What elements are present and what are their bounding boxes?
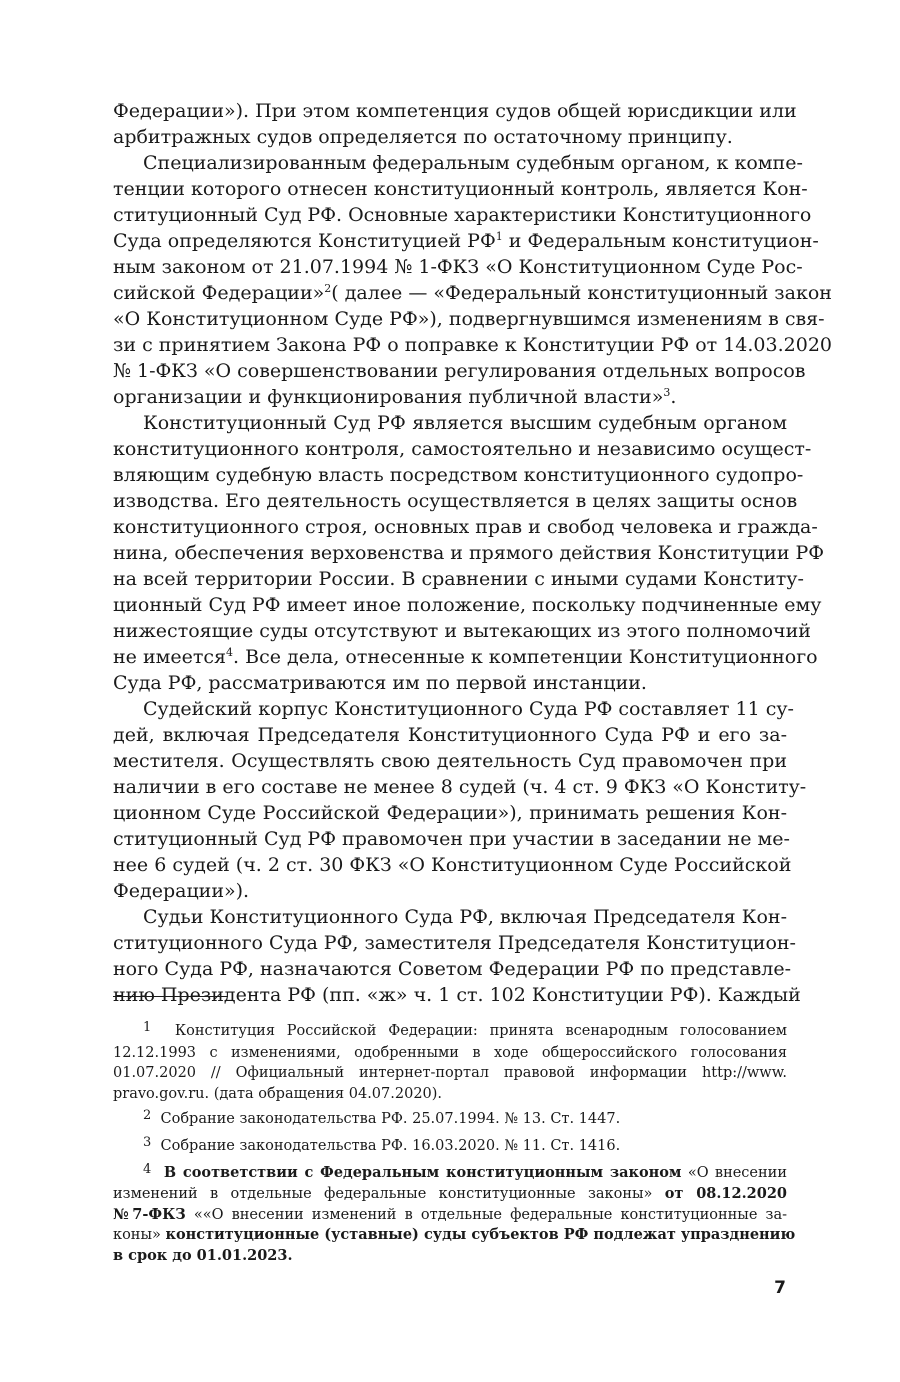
text-line: конституционного контроля, самостоятельно и независимо осущест- xyxy=(113,438,812,460)
text-fragment: сийской Федерации» xyxy=(113,282,325,304)
footnote-divider xyxy=(113,996,228,997)
footnote-3 xyxy=(113,1136,787,1158)
footnote-text-bold: №7-ФКЗ xyxy=(113,1205,186,1223)
footnote-marker-3[interactable]: 3 xyxy=(663,386,671,399)
footnote-line xyxy=(113,1184,787,1205)
footnote-text: Собрание законодательства РФ. 25.07.1994. № 13. Ст. 1447. xyxy=(160,1111,621,1128)
text-line: изводства. Его деятельность осуществляется в целях защиты основ xyxy=(113,490,798,512)
text-line: ституционный Суд РФ. Основные характеристики Конституционного xyxy=(113,204,812,226)
footnote-number: 1 xyxy=(143,1020,152,1035)
footnote-line[interactable]: 01.07.2020 // Официальный интернет-портал правовой информации http://www. xyxy=(113,1065,787,1082)
text-line: нина, обеспечения верховенства и прямого действия Конституции РФ xyxy=(113,542,825,564)
text-line: ным законом от 21.07.1994 № 1-ФКЗ «О Конституционном Суде Рос- xyxy=(113,256,803,278)
footnote-number: 3 xyxy=(143,1134,152,1150)
text-line: «О Конституционном Суде РФ»), подвергнувшимся изменениям в свя- xyxy=(113,308,825,330)
text-line: Федерации»). xyxy=(113,880,250,902)
text-line: зи с принятием Закона РФ о поправке к Конституции РФ от 14.03.2020 xyxy=(113,334,833,356)
text-line: конституционного строя, основных прав и свобод человека и гражда- xyxy=(113,516,818,538)
footnote-2 xyxy=(113,1109,787,1131)
footnotes xyxy=(113,1020,796,1272)
text-line: ституционный Суд РФ правомочен при участии в заседании не ме- xyxy=(113,828,790,850)
text-line: дей, включая Председателя Конституционного Суда РФ и его за- xyxy=(113,724,787,746)
text-line: нижестоящие суды отсутствуют и вытекающих из этого полномочий xyxy=(113,620,811,642)
text-line: ного Суда РФ, назначаются Советом Федерации РФ по представле- xyxy=(113,958,792,980)
text-fragment: ( далее — «Федеральный конституционный закон xyxy=(331,282,832,304)
footnote-line xyxy=(113,1163,787,1185)
text-line xyxy=(113,384,787,410)
footnote-line xyxy=(113,1225,796,1246)
footnote-text-bold: конституционные (уставные) суды субъектов РФ подлежат упразднению xyxy=(165,1226,796,1244)
footnote-text: Собрание законодательства РФ. 16.03.2020. № 11. Ст. 1416. xyxy=(160,1137,621,1154)
text-fragment: . xyxy=(670,386,677,408)
text-line: Федерации»). При этом компетенция судов общей юрисдикции или xyxy=(113,100,797,122)
footnote-marker-1[interactable]: 1 xyxy=(495,230,503,243)
text-line: на всей территории России. В сравнении с иными судами Конститу- xyxy=(113,568,804,590)
footnote-1 xyxy=(113,1021,787,1104)
text-fragment: не имеется xyxy=(113,646,227,668)
footnote-line xyxy=(113,1205,787,1226)
footnote-line: в срок до 01.01.2023. xyxy=(113,1246,293,1264)
footnote-line xyxy=(113,1136,787,1158)
paragraph-start: Конституционный Суд РФ является высшим судебным органом xyxy=(143,412,787,434)
footnote-number: 2 xyxy=(143,1108,152,1124)
text-line: тенции которого отнесен конституционный контроль, является Кон- xyxy=(113,178,808,200)
main-text xyxy=(113,98,833,1008)
footnote-line xyxy=(113,1109,787,1131)
text-line xyxy=(113,280,832,306)
footnote-text: Конституция Российской Федерации: принята всенародным голосованием xyxy=(174,1023,787,1039)
footnote-text: изменений в отдельные федеральные конституционные законы» xyxy=(113,1186,665,1203)
text-fragment: . Все дела, отнесенные к компетенции Конституционного xyxy=(233,646,818,668)
text-line: № 1-ФКЗ «О совершенствовании регулирования отдельных вопросов xyxy=(113,360,806,382)
text-line: ституционного Суда РФ, заместителя Председателя Конституцион- xyxy=(113,932,796,954)
text-line: Суда РФ, рассматриваются им по первой инстанции. xyxy=(113,672,647,694)
footnote-number: 4 xyxy=(143,1161,152,1177)
paragraph-start: Судейский корпус Конституционного Суда РФ составляет 11 су- xyxy=(143,698,794,720)
paragraph-start: Судьи Конституционного Суда РФ, включая Председателя Кон- xyxy=(143,906,787,928)
text-line: наличии в его составе не менее 8 судей (ч. 4 ст. 9 ФКЗ «О Конститу- xyxy=(113,776,807,798)
footnote-line: 12.12.1993 с изменениями, одобренными в ходе общероссийского голосования xyxy=(113,1044,787,1061)
footnote-4 xyxy=(113,1161,796,1267)
text-fragment: Суда определяются Конституцией РФ xyxy=(113,230,496,252)
footnote-line xyxy=(113,1021,787,1043)
text-line: вляющим судебную власть посредством конституционного судопро- xyxy=(113,464,804,486)
text-line: ционный Суд РФ имеет иное положение, поскольку подчиненные ему xyxy=(113,594,822,616)
text-line xyxy=(113,228,819,254)
text-fragment: организации и функционирования публичной власти» xyxy=(113,386,664,408)
footnote-line[interactable]: pravo.gov.ru. (дата обращения 04.07.2020). xyxy=(113,1085,443,1102)
footnote-text: «О внесении xyxy=(681,1164,788,1181)
footnote-text-bold: В соответствии с Федеральным конституционным законом xyxy=(163,1163,682,1181)
text-line: нее 6 судей (ч. 2 ст. 30 ФКЗ «О Конституционном Суде Российской xyxy=(113,854,792,876)
text-line: местителя. Осуществлять свою деятельность Суд правомочен при xyxy=(113,750,787,772)
footnote-text-bold: от 08.12.2020 xyxy=(664,1185,788,1203)
text-line xyxy=(113,644,818,670)
footnote-marker-2[interactable]: 2 xyxy=(324,282,332,295)
page-number: 7 xyxy=(774,1278,786,1298)
footnote-marker-4[interactable]: 4 xyxy=(226,646,234,659)
text-line: ционном Суде Российской Федерации»), принимать решения Кон- xyxy=(113,802,787,824)
paragraph-start: Специализированным федеральным судебным органом, к компе- xyxy=(143,152,803,174)
text-line: нию Президента РФ (пп. «ж» ч. 1 ст. 102 Конституции РФ). Каждый xyxy=(113,984,801,1006)
text-fragment: и Федеральным конституцион- xyxy=(502,230,819,252)
footnote-text: ««О внесении изменений в отдельные федеральные конституционные за- xyxy=(185,1206,787,1223)
text-line: арбитражных судов определяется по остаточному принципу. xyxy=(113,126,733,148)
footnote-text: коны» xyxy=(113,1227,166,1244)
